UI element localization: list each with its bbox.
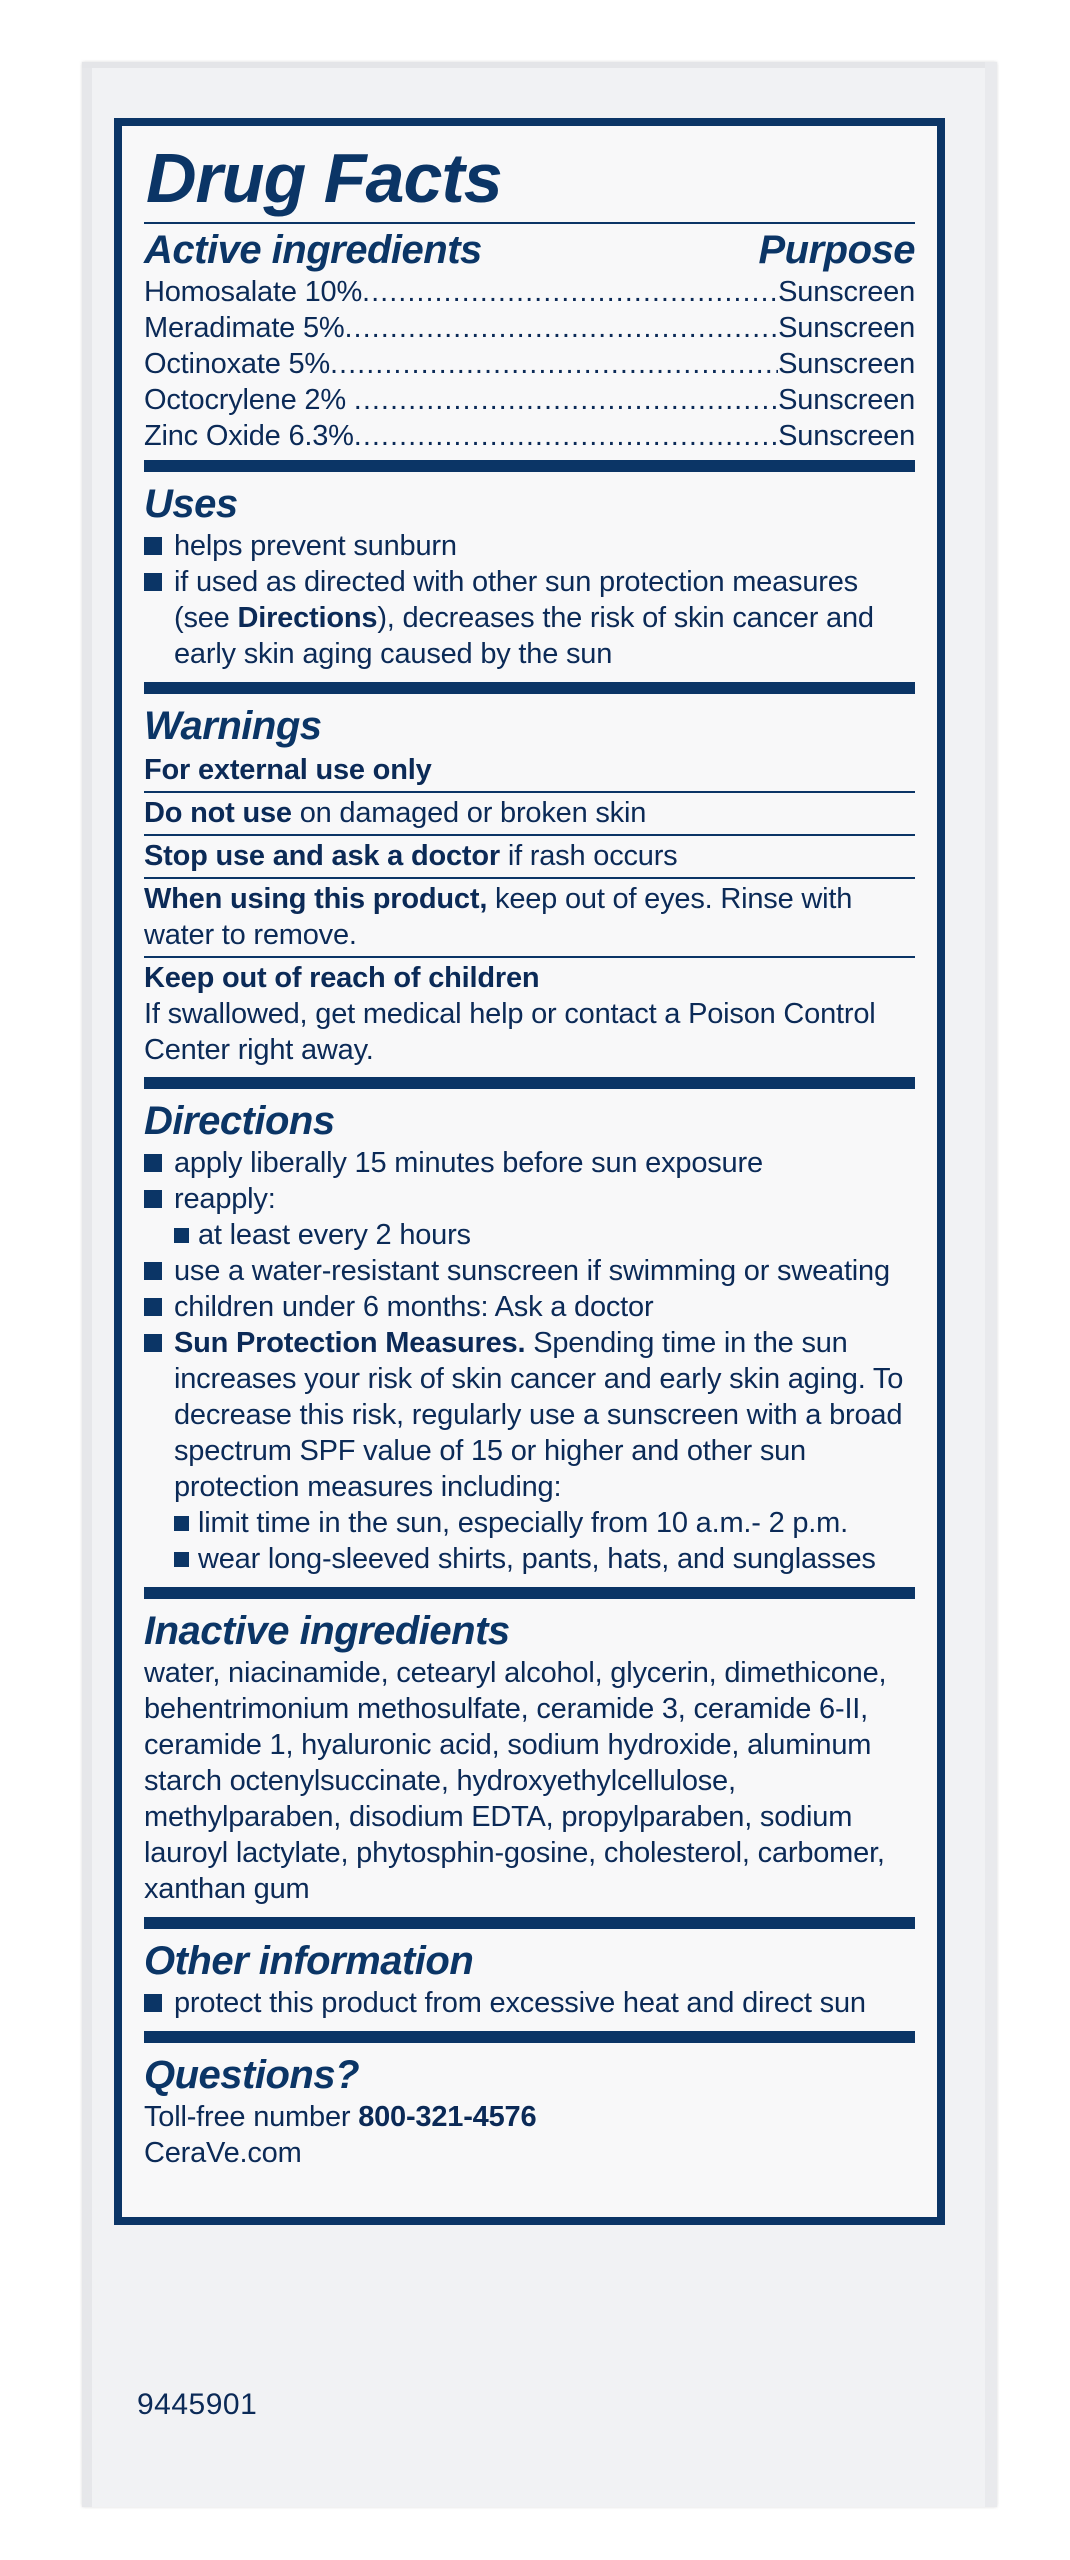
drug-facts-title: Drug Facts: [146, 139, 502, 217]
section-divider: [144, 682, 915, 694]
list-item: [144, 1505, 915, 1541]
warning-keep-out: [144, 958, 915, 1071]
inactive-ingredients-text: water, niacinamide, cetearyl alcohol, glycerin, dimethicone, behentrimonium methosulfate, ceramide 3, ceramide 6-II, ceramide 1, hyaluronic acid, sodium hydroxide, aluminum starch octenylsuccinate, hydroxyethylcellulose, methylparaben, disodium EDTA, propylparaben, sodium lauroyl lactylate, phytosphin-gosine, cholesterol, carbomer, xanthan gum: [144, 1657, 887, 1905]
ingredient-name: Octocrylene 2%: [144, 384, 354, 416]
lot-number: 9445901: [137, 2388, 258, 2421]
leader-dots: [345, 310, 779, 346]
list-item: [144, 1325, 915, 1505]
active-ingredients-heading: Active ingredients: [144, 228, 482, 272]
uses-bullet-2: [174, 564, 915, 672]
drug-facts-panel: [114, 118, 945, 2225]
list-item: [144, 1541, 915, 1577]
active-ingredients-section: [144, 226, 915, 460]
section-divider: [144, 1077, 915, 1089]
directions-bullet-4: children under 6 months: Ask a doctor: [174, 1291, 654, 1323]
carton-left-edge: [82, 62, 92, 2507]
list-item: [144, 1289, 915, 1325]
directions-bullet-5b: wear long-sleeved shirts, pants, hats, and sunglasses: [198, 1543, 876, 1575]
warning-keep-out-bold: Keep out of reach of children: [144, 962, 540, 994]
warning-do-not-use: [144, 793, 915, 834]
directions-bullet-1: apply liberally 15 minutes before sun exposure: [174, 1147, 763, 1179]
warning-stop-use: [144, 836, 915, 877]
sun-protection-text: Spending time in the sun increases your risk of skin cancer and early skin aging. To decrease this risk, regularly use a sunscreen with a broad spectrum SPF value of 15 or higher and other sun protection measures including:: [174, 1327, 904, 1503]
warning-when-using: [144, 879, 915, 956]
uses-bullet-1: helps prevent sunburn: [174, 530, 457, 562]
bullet-square-icon: [144, 537, 162, 555]
uses-bullet-2-post: ), decreases the risk of skin cancer and early skin aging caused by the sun: [174, 602, 874, 670]
directions-bullet-2a: at least every 2 hours: [198, 1219, 471, 1251]
bullet-square-icon: [144, 1190, 162, 1208]
carton-top-edge: [82, 62, 997, 68]
bullet-square-icon: [174, 1552, 189, 1567]
warning-when-using-text: keep out of eyes. Rinse with water to remove.: [144, 883, 853, 951]
bullet-square-icon: [174, 1228, 189, 1243]
carton-right-edge: [985, 62, 997, 2507]
directions-bullet-3: use a water-resistant sunscreen if swimming or sweating: [174, 1255, 890, 1287]
toll-free-line: [144, 2099, 915, 2135]
section-divider: [144, 460, 915, 472]
ingredient-name: Zinc Oxide 6.3%: [144, 420, 354, 452]
warning-external-text: For external use only: [144, 754, 432, 786]
leader-dots: [354, 418, 778, 454]
uses-bullet-2-bold: Directions: [237, 602, 378, 634]
title-rule: [144, 222, 915, 224]
inactive-ingredients-heading: Inactive ingredients: [144, 1609, 510, 1653]
uses-heading: Uses: [144, 482, 238, 526]
ingredient-name: Octinoxate 5%: [144, 348, 330, 380]
leader-dots: [354, 382, 778, 418]
list-item: [144, 1253, 915, 1289]
questions-section: [144, 2043, 915, 2181]
ingredient-row: [144, 382, 915, 418]
directions-bullet-5: [174, 1325, 915, 1505]
other-information-heading: Other information: [144, 1939, 474, 1983]
warning-stop-use-text: if rash occurs: [499, 840, 678, 872]
warning-when-using-bold: When using this product,: [144, 883, 488, 915]
list-item: [144, 1217, 915, 1253]
ingredient-row: [144, 418, 915, 454]
section-divider: [144, 1587, 915, 1599]
ingredient-purpose: Sunscreen: [778, 348, 915, 380]
warning-stop-use-bold: Stop use and ask a doctor: [144, 840, 500, 872]
list-item: [144, 1181, 915, 1217]
questions-heading: Questions?: [144, 2053, 360, 2097]
uses-section: [144, 472, 915, 682]
inactive-ingredients-section: [144, 1599, 915, 1917]
bullet-square-icon: [174, 1516, 189, 1531]
leader-dots: [362, 274, 778, 310]
active-ingredients-header: [144, 226, 915, 274]
ingredient-purpose: Sunscreen: [778, 276, 915, 308]
section-divider: [144, 2031, 915, 2043]
ingredient-purpose: Sunscreen: [778, 420, 915, 452]
leader-dots: [330, 346, 778, 382]
ingredient-row: [144, 346, 915, 382]
bullet-square-icon: [144, 573, 162, 591]
ingredient-row: [144, 310, 915, 346]
list-item: [144, 528, 915, 564]
sun-protection-bold: Sun Protection Measures.: [174, 1327, 526, 1359]
warning-do-not-use-text: on damaged or broken skin: [291, 797, 647, 829]
website: CeraVe.com: [144, 2137, 302, 2169]
ingredient-name: Homosalate 10%: [144, 276, 363, 308]
list-item: [144, 564, 915, 672]
ingredient-purpose: Sunscreen: [778, 312, 915, 344]
bullet-square-icon: [144, 1334, 162, 1352]
warning-do-not-use-bold: Do not use: [144, 797, 292, 829]
list-item: [144, 1985, 915, 2021]
warnings-heading: Warnings: [144, 704, 322, 748]
other-information-section: [144, 1929, 915, 2031]
toll-free-label: Toll-free number: [144, 2101, 359, 2133]
warnings-section: [144, 694, 915, 1077]
phone-number: 800-321-4576: [358, 2101, 537, 2133]
section-divider: [144, 1917, 915, 1929]
ingredient-row: [144, 274, 915, 310]
other-bullet-1: protect this product from excessive heat and direct sun: [174, 1987, 866, 2019]
bullet-square-icon: [144, 1154, 162, 1172]
ingredient-purpose: Sunscreen: [778, 384, 915, 416]
bullet-square-icon: [144, 1262, 162, 1280]
bullet-square-icon: [144, 1994, 162, 2012]
ingredient-name: Meradimate 5%: [144, 312, 345, 344]
warning-external: [144, 750, 915, 791]
directions-heading: Directions: [144, 1099, 335, 1143]
directions-section: [144, 1089, 915, 1587]
purpose-heading: Purpose: [758, 228, 915, 272]
bullet-square-icon: [144, 1298, 162, 1316]
list-item: [144, 1145, 915, 1181]
uses-bullet-2-pre: if used as directed with other sun protection measures (see: [174, 566, 858, 634]
warning-keep-out-text: If swallowed, get medical help or contact a Poison Control Center right away.: [144, 998, 876, 1066]
directions-bullet-5a: limit time in the sun, especially from 10 a.m.- 2 p.m.: [198, 1507, 848, 1539]
directions-bullet-2: reapply:: [174, 1183, 276, 1215]
